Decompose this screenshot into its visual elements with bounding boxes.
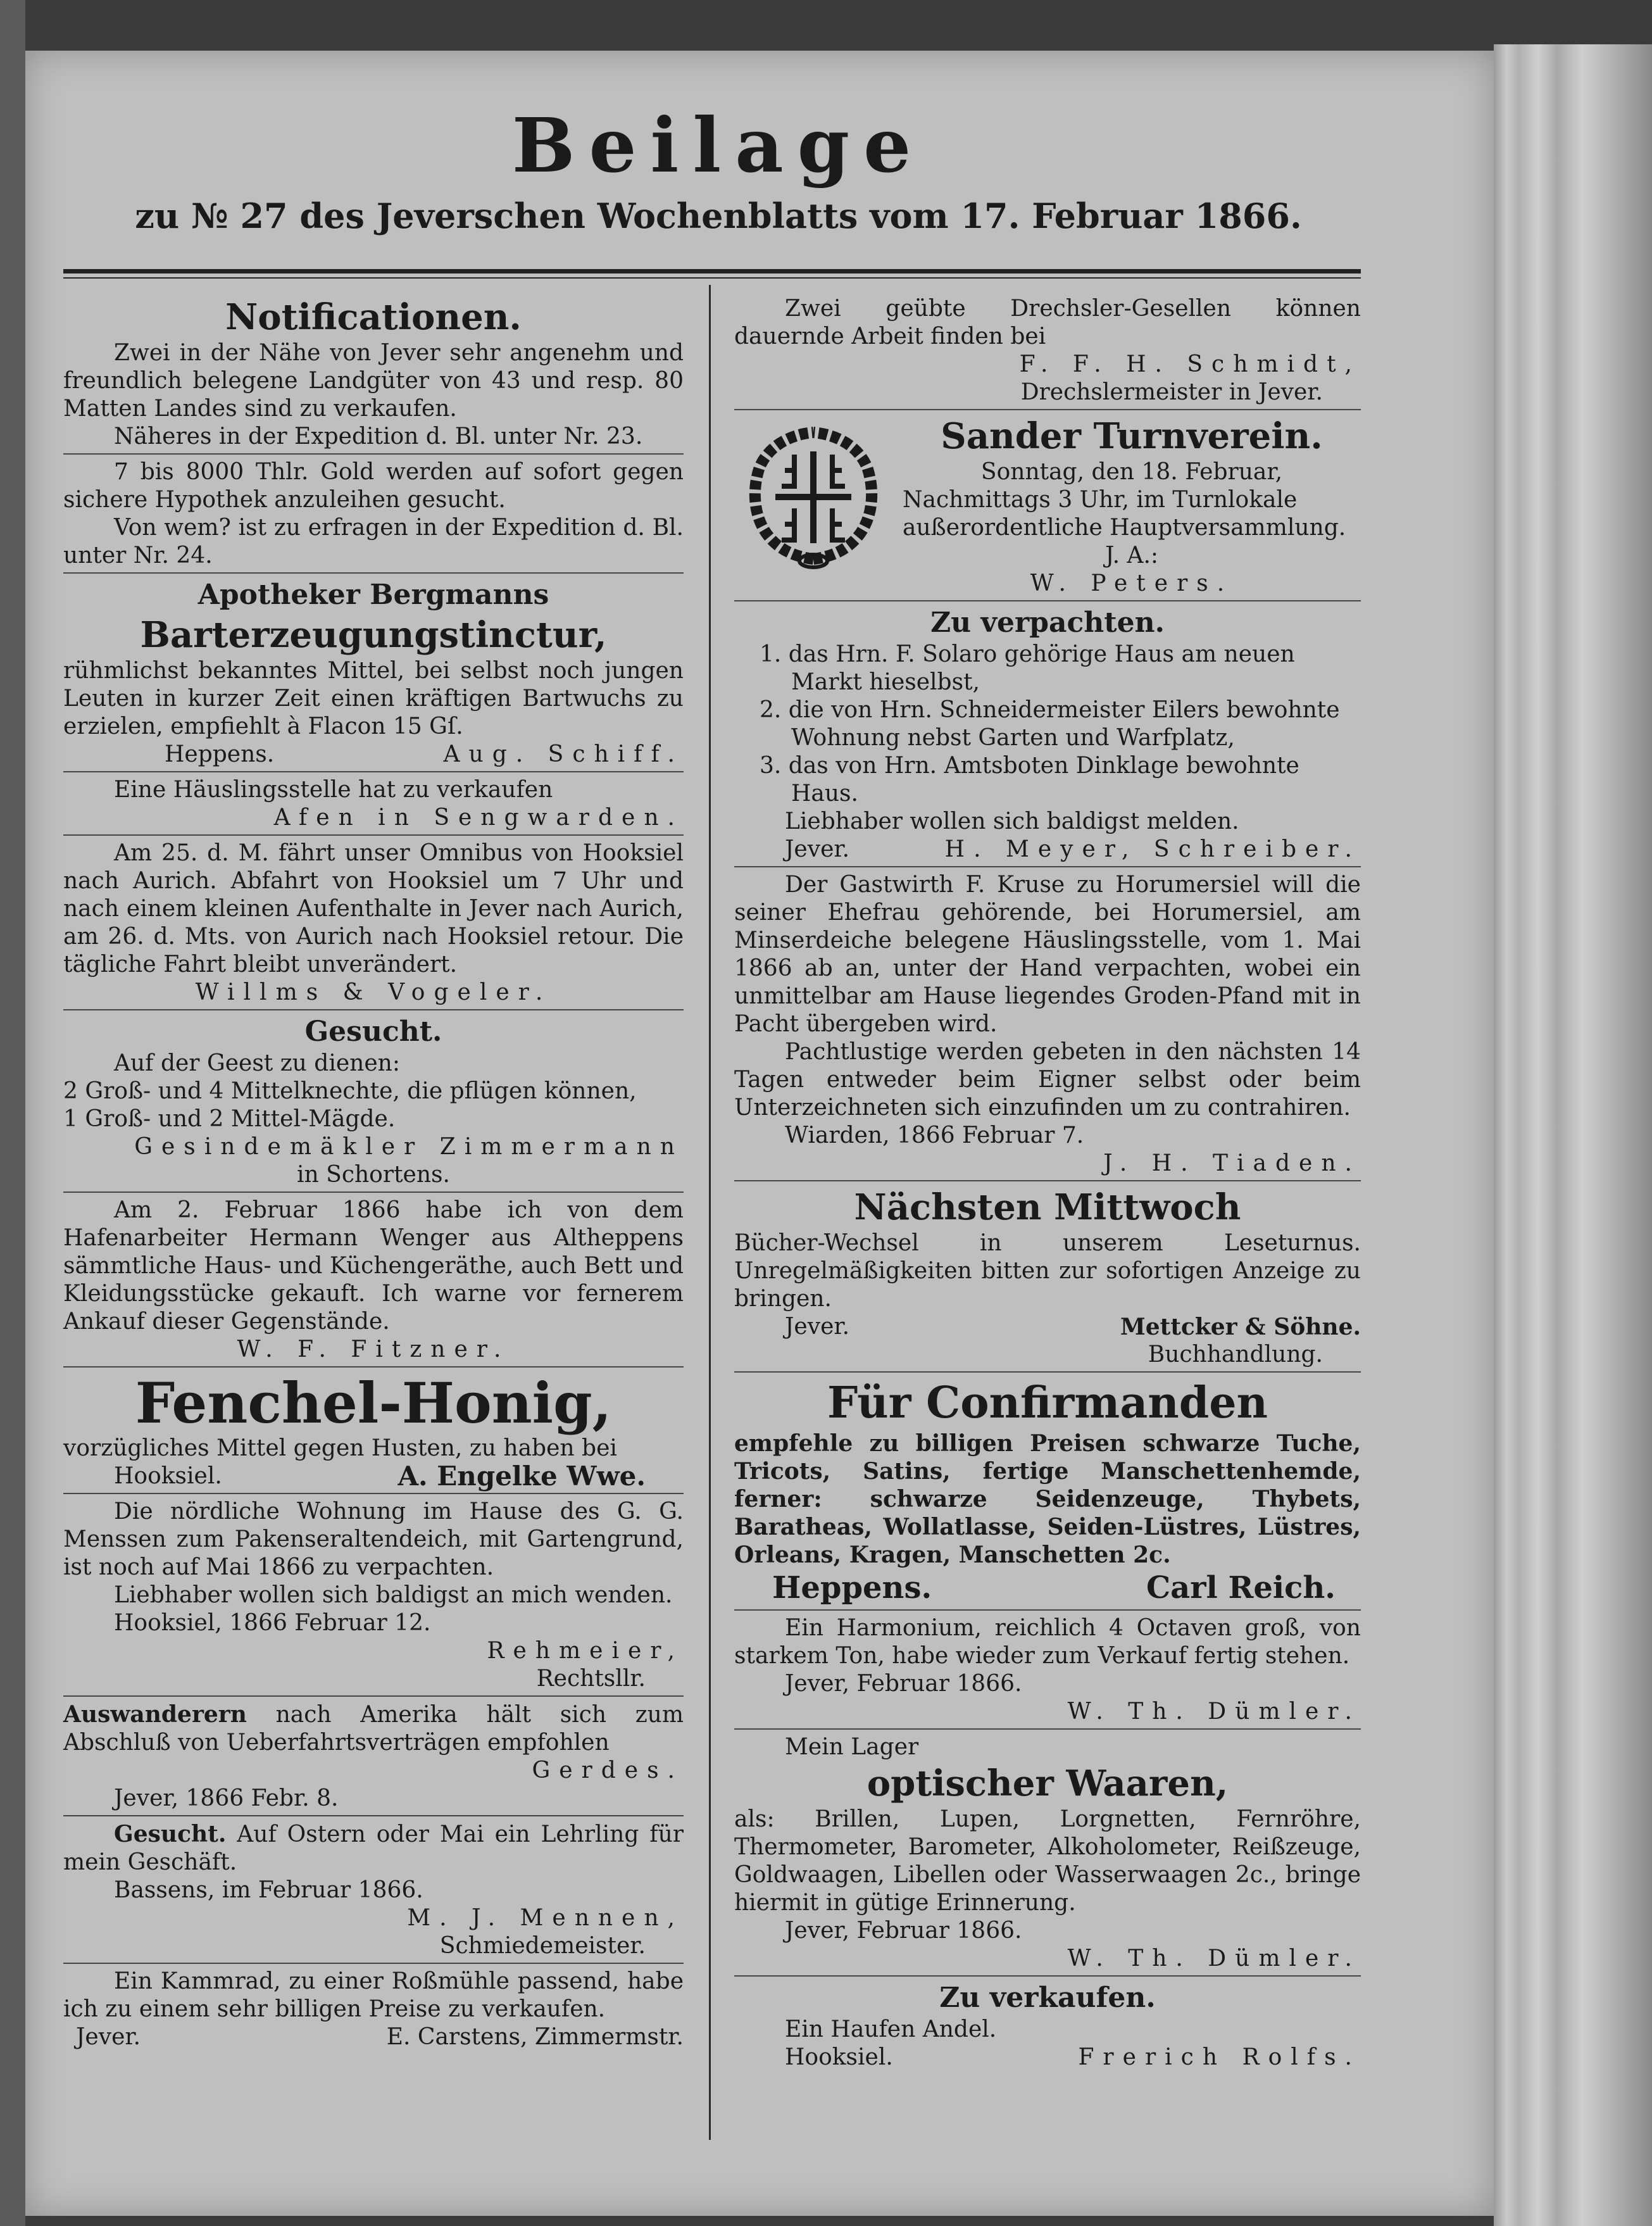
ad-text: Liebhaber wollen sich baldigst melden. bbox=[785, 808, 1239, 834]
right-column bbox=[734, 291, 1361, 2074]
ad-signature: W. F. Fitzner. bbox=[237, 1336, 510, 1362]
ad-signature: Gesindemäkler Zimmermann bbox=[134, 1134, 684, 1160]
ad-signature: Buchhandlung. bbox=[1148, 1342, 1323, 1368]
ad-heading: optischer Waaren, bbox=[867, 1763, 1229, 1804]
ad-place: Heppens. bbox=[772, 1570, 932, 1606]
ad-place: Jever. bbox=[785, 1314, 850, 1340]
ad-text: Der Gastwirth F. Kruse zu Horumersiel will die seiner Ehefrau gehörende, bei Horumersiel, am Minserdeiche belegene Häuslingsstelle, vom 1. Mai 1866 ab an, unter der Hand verpachten, wobei ein unmittelbar am Hause liegendes Groden-Pfand mit in Pacht übergeben wird. bbox=[734, 872, 1361, 1037]
list-item: 1. das Hrn. F. Solaro gehörige Haus am neuen Markt hieselbst, bbox=[760, 641, 1295, 695]
ad-signature-row bbox=[734, 2044, 1361, 2072]
ad-text: Sonntag, den 18. Februar, bbox=[980, 459, 1283, 485]
ad-gesucht-gesinde bbox=[63, 1010, 684, 1193]
ad-text: Die nördliche Wohnung im Hause des G. G. Menssen zum Pakenseraltendeich, mit Gartengrund, ist noch auf Mai 1866 zu verpachten. bbox=[63, 1499, 684, 1580]
ad-signature: Willms & Vogeler. bbox=[195, 979, 552, 1005]
ad-signature-row bbox=[63, 741, 684, 769]
ad-text: Eine Häuslingsstelle hat zu verkaufen bbox=[114, 777, 553, 803]
ad-harmonium bbox=[734, 1611, 1361, 1730]
column-divider bbox=[709, 285, 711, 2140]
ad-heading: Zu verkaufen. bbox=[939, 1982, 1156, 2014]
book-gutter bbox=[0, 0, 25, 2226]
ad-fenchel-honig bbox=[63, 1368, 684, 1494]
ad-hypothek bbox=[63, 455, 684, 574]
ad-text: Pachtlustige werden gebeten in den nächsten 14 Tagen entweder beim Eigner selbst oder beim Unterzeichneten sich einzufinden um zu contrahiren. bbox=[734, 1039, 1361, 1121]
ad-place: Jever. bbox=[76, 2024, 141, 2050]
ad-warnung bbox=[63, 1193, 684, 1368]
ad-text: Ein Haufen Andel. bbox=[785, 2016, 997, 2042]
ad-heading: Apotheker Bergmanns bbox=[197, 579, 549, 611]
ad-signature-row bbox=[63, 2023, 684, 2051]
ad-text: Am 2. Februar 1866 habe ich von dem Hafenarbeiter Hermann Wenger aus Altheppens sämmtliche Haus- und Küchengeräthe, auch Bett und Kleidungsstücke gekauft. Ich warne vor fernerem Ankauf dieser Gegenstände. bbox=[63, 1197, 684, 1335]
ad-signature: W. Th. Dümler. bbox=[1067, 1946, 1361, 1971]
ad-signature: Frerich Rolfs. bbox=[1078, 2044, 1361, 2070]
ad-signature: W. Th. Dümler. bbox=[1067, 1699, 1361, 1725]
ad-signature: H. Meyer, Schreiber. bbox=[944, 836, 1361, 862]
ad-signature: F. F. H. Schmidt, bbox=[1019, 351, 1361, 377]
ad-omnibus bbox=[63, 836, 684, 1010]
ad-signature: Schmiedemeister. bbox=[439, 1933, 646, 1959]
ad-text bbox=[63, 1701, 684, 1757]
ad-heading: Für Confirmanden bbox=[827, 1378, 1268, 1428]
ad-text: J. A.: bbox=[1104, 543, 1159, 569]
ad-zu-verkaufen bbox=[734, 1977, 1361, 2074]
left-column bbox=[63, 291, 684, 2054]
list-item: 2. die von Hrn. Schneidermeister Eilers bewohnte Wohnung nebst Garten und Warfplatz, bbox=[760, 697, 1340, 751]
ad-text: Mein Lager bbox=[785, 1734, 919, 1760]
page-title: Beilage bbox=[511, 101, 925, 189]
ad-signature-row bbox=[734, 1569, 1361, 1607]
ad-text: 1 Groß- und 2 Mittel-Mägde. bbox=[63, 1106, 396, 1132]
ad-date: Jever, Februar 1866. bbox=[785, 1671, 1022, 1697]
ad-lehrling bbox=[63, 1816, 684, 1964]
ad-lead: Auswanderern bbox=[63, 1701, 247, 1728]
ad-place: Hooksiel. bbox=[785, 2044, 893, 2070]
list-item: 3. das von Hrn. Amtsboten Dinklage bewohnte Haus. bbox=[760, 753, 1299, 807]
ad-date: Bassens, im Februar 1866. bbox=[114, 1877, 423, 1903]
ad-signature: Rehmeier, bbox=[487, 1638, 684, 1664]
ad-text: Zwei in der Nähe von Jever sehr angenehm und freundlich belegene Landgüter von 43 und resp. 80 Matten Landes sind zu verkaufen. bbox=[63, 340, 684, 422]
ad-text: nach Amerika hält sich zum Abschluß von Ueberfahrtsverträgen empfohlen bbox=[63, 1702, 684, 1756]
ad-place: Hooksiel. bbox=[114, 1463, 222, 1489]
ad-auswanderern bbox=[63, 1697, 684, 1816]
ad-signature: Carl Reich. bbox=[1146, 1570, 1336, 1606]
ad-text: 2 Groß- und 4 Mittelknechte, die pflügen können, bbox=[63, 1078, 637, 1104]
ad-signature-row bbox=[734, 1313, 1361, 1341]
ad-text: als: Brillen, Lupen, Lorgnetten, Fernröhre, Thermometer, Barometer, Alkoholometer, Reißzeuge, Goldwaagen, Libellen oder Wasserwaagen 2c., bringe hiermit in gütige Erinnerung. bbox=[734, 1806, 1361, 1916]
header-rule bbox=[63, 269, 1361, 274]
ad-heading: Gesucht. bbox=[304, 1016, 442, 1048]
ad-heading: Barterzeugungstinctur, bbox=[140, 614, 607, 656]
ad-signature: Mettcker & Söhne. bbox=[1120, 1314, 1361, 1340]
ad-confirmanden bbox=[734, 1373, 1361, 1611]
ad-lead: Gesucht. bbox=[114, 1821, 227, 1847]
ad-turnverein bbox=[734, 410, 1361, 601]
ad-date: Wiarden, 1866 Februar 7. bbox=[785, 1122, 1084, 1148]
ad-date: Hooksiel, 1866 Februar 12. bbox=[114, 1610, 431, 1636]
ad-place: Heppens. bbox=[165, 741, 275, 767]
masthead bbox=[38, 101, 1399, 236]
page-subtitle: zu № 27 des Jeverschen Wochenblatts vom 17. Februar 1866. bbox=[135, 196, 1302, 236]
ad-text: Ein Kammrad, zu einer Roßmühle passend, habe ich zu einem sehr billigen Preise zu verkaufen. bbox=[63, 1968, 684, 2022]
ad-drechsler bbox=[734, 291, 1361, 410]
header-rule-thin bbox=[63, 277, 1361, 279]
ad-text: Ein Harmonium, reichlich 4 Octaven groß, von starkem Ton, habe wieder zum Verkauf fertig stehen. bbox=[734, 1615, 1361, 1669]
ad-text: Auf Ostern oder Mai ein Lehrling für mein Geschäft. bbox=[63, 1821, 684, 1875]
ad-heading: Sander Turnverein. bbox=[941, 415, 1323, 457]
ad-optische-waaren bbox=[734, 1730, 1361, 1977]
ad-signature-row bbox=[63, 1462, 684, 1490]
ad-zu-verpachten bbox=[734, 601, 1361, 867]
ad-text: Bücher-Wechsel in unserem Leseturnus. Unregelmäßigkeiten bitten zur sofortigen Anzeige zu bringen. bbox=[734, 1230, 1361, 1312]
ad-kammrad bbox=[63, 1964, 684, 2054]
ad-signature: Aug. Schiff. bbox=[443, 741, 684, 767]
ad-barterzeugung bbox=[63, 574, 684, 772]
ad-signature: M. J. Mennen, bbox=[407, 1905, 684, 1931]
ad-heading: Fenchel-Honig, bbox=[135, 1370, 612, 1436]
ad-date: Jever, Februar 1866. bbox=[785, 1918, 1022, 1944]
ad-text: Näheres in der Expedition d. Bl. unter Nr. 23. bbox=[114, 424, 643, 450]
ad-haeuslingsstelle bbox=[63, 772, 684, 836]
ad-heading: Zu verpachten. bbox=[930, 607, 1165, 639]
ad-date: Jever, 1866 Febr. 8. bbox=[114, 1785, 339, 1811]
ad-text: rühmlichst bekanntes Mittel, bei selbst noch jungen Leuten in kurzer Zeit einen kräftigen Bartwuchs zu erzielen, empfiehlt à Flacon 15 Gſ. bbox=[63, 658, 684, 739]
ad-signature: J. H. Tiaden. bbox=[1103, 1150, 1361, 1176]
ad-text: Nachmittags 3 Uhr, im Turnlokale bbox=[903, 487, 1298, 513]
ad-notificationen bbox=[63, 291, 684, 455]
ad-place: Jever. bbox=[785, 836, 850, 862]
ad-signature: E. Carstens, Zimmermstr. bbox=[386, 2024, 684, 2050]
ad-text bbox=[63, 1820, 684, 1877]
ad-signature-row bbox=[734, 836, 1361, 864]
ad-text: Von wem? ist zu erfragen in der Expedition d. Bl. unter Nr. 24. bbox=[63, 515, 684, 569]
ad-signature: Gerdes. bbox=[532, 1758, 684, 1783]
page-edges bbox=[1494, 44, 1652, 2226]
ad-text: Liebhaber wollen sich baldigst an mich wenden. bbox=[114, 1582, 673, 1608]
turnverein-emblem-icon bbox=[734, 417, 892, 575]
ad-heading: Notificationen. bbox=[225, 296, 522, 338]
ad-signature: Drechslermeister in Jever. bbox=[1020, 379, 1323, 405]
ad-text: empfehle zu billigen Preisen schwarze Tuche, Tricots, Satins, fertige Manschettenhemde, ferner: schwarze Seidenzeuge, Thybets, Baratheas, Wollatlasse, Seiden-Lüstres, Lüstres, Orleans, Kragen, Manschetten 2c. bbox=[734, 1430, 1361, 1568]
ad-text: außerordentliche Hauptversammlung. bbox=[903, 515, 1346, 541]
ad-signature: A. Engelke Wwe. bbox=[397, 1461, 646, 1492]
ad-heading: Nächsten Mittwoch bbox=[854, 1186, 1241, 1228]
ad-text: Zwei geübte Drechsler-Gesellen können dauernde Arbeit finden bei bbox=[734, 296, 1361, 349]
ad-signature: Afen in Sengwarden. bbox=[273, 805, 684, 831]
ad-kruse bbox=[734, 867, 1361, 1181]
ad-text: Am 25. d. M. fährt unser Omnibus von Hooksiel nach Aurich. Abfahrt von Hooksiel um 7 Uhr und nach einem kleinen Aufenthalte in Jever nach Aurich, am 26. d. Mts. von Aurich nach Hooksiel retour. Die tägliche Fahrt bleibt unverändert. bbox=[63, 840, 684, 978]
ad-signature: in Schortens. bbox=[297, 1162, 450, 1188]
ad-wohnung bbox=[63, 1494, 684, 1697]
ad-mittwoch bbox=[734, 1181, 1361, 1373]
ad-signature: W. Peters. bbox=[1030, 570, 1234, 596]
ad-text: Auf der Geest zu dienen: bbox=[114, 1050, 400, 1076]
ad-text: 7 bis 8000 Thlr. Gold werden auf sofort gegen sichere Hypothek anzuleihen gesucht. bbox=[63, 459, 684, 513]
ad-text: vorzügliches Mittel gegen Husten, zu haben bei bbox=[63, 1435, 617, 1461]
ad-signature: Rechtsllr. bbox=[536, 1666, 646, 1692]
